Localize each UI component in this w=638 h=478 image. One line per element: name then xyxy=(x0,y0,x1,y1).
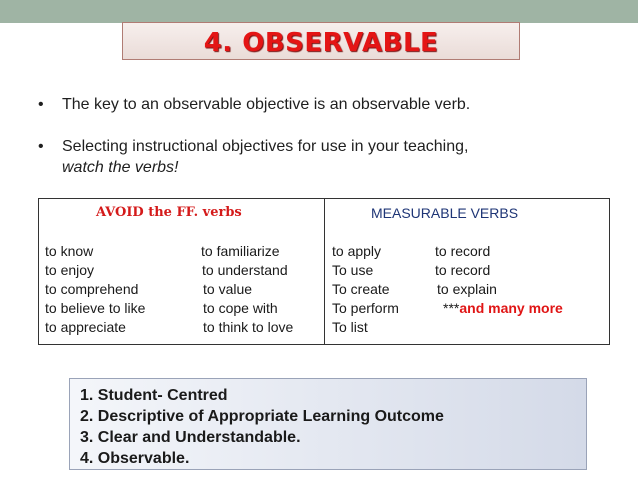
header-band xyxy=(0,0,638,23)
avoid-verb: to value xyxy=(203,281,253,297)
avoid-verb: to comprehend xyxy=(45,281,139,297)
slide-title: 4. OBSERVABLE xyxy=(203,28,439,58)
measurable-verb: to record xyxy=(435,262,491,278)
avoid-verb: to understand xyxy=(202,262,288,278)
avoid-verbs-header: AVOID the FF. verbs xyxy=(96,205,242,220)
avoid-verb: to cope with xyxy=(203,300,278,316)
title-box xyxy=(122,22,520,60)
measurable-verb: To create xyxy=(332,281,390,297)
measurable-verb: To use xyxy=(332,262,374,278)
measurable-verb: to apply xyxy=(332,243,382,259)
bullet-text: The key to an observable objective is an observable verb. xyxy=(62,96,471,113)
avoid-verb: to think to love xyxy=(203,319,294,335)
avoid-verb: to appreciate xyxy=(45,319,126,335)
criteria-item: 4. Observable. xyxy=(80,450,190,467)
avoid-verb: to enjoy xyxy=(45,262,95,278)
column-divider xyxy=(324,199,325,344)
measurable-verb: to record xyxy=(435,243,491,259)
bullet-text: Selecting instructional objectives for use in your teaching, xyxy=(62,138,469,155)
measurable-verb: To list xyxy=(332,319,368,335)
criteria-item: 3. Clear and Understandable. xyxy=(80,429,301,446)
verbs-table xyxy=(38,198,610,345)
bullet-marker: • xyxy=(38,96,44,113)
measurable-verb: to explain xyxy=(437,281,497,297)
bullet-text-continuation: watch the verbs! xyxy=(62,159,179,176)
avoid-verb: to familiarize xyxy=(201,243,280,259)
measurable-verbs-header: MEASURABLE VERBS xyxy=(371,205,519,221)
avoid-verb: to believe to like xyxy=(45,300,146,316)
bullet-marker: • xyxy=(38,138,44,155)
criteria-box xyxy=(69,378,587,470)
more-verbs-emphasis: and many more xyxy=(459,300,563,316)
criteria-item: 2. Descriptive of Appropriate Learning Outcome xyxy=(80,408,444,425)
avoid-verb: to know xyxy=(45,243,94,259)
measurable-verb: To perform xyxy=(332,300,399,316)
more-verbs-note xyxy=(443,299,563,317)
criteria-item: 1. Student- Centred xyxy=(80,387,228,404)
asterisks: *** xyxy=(443,300,460,316)
